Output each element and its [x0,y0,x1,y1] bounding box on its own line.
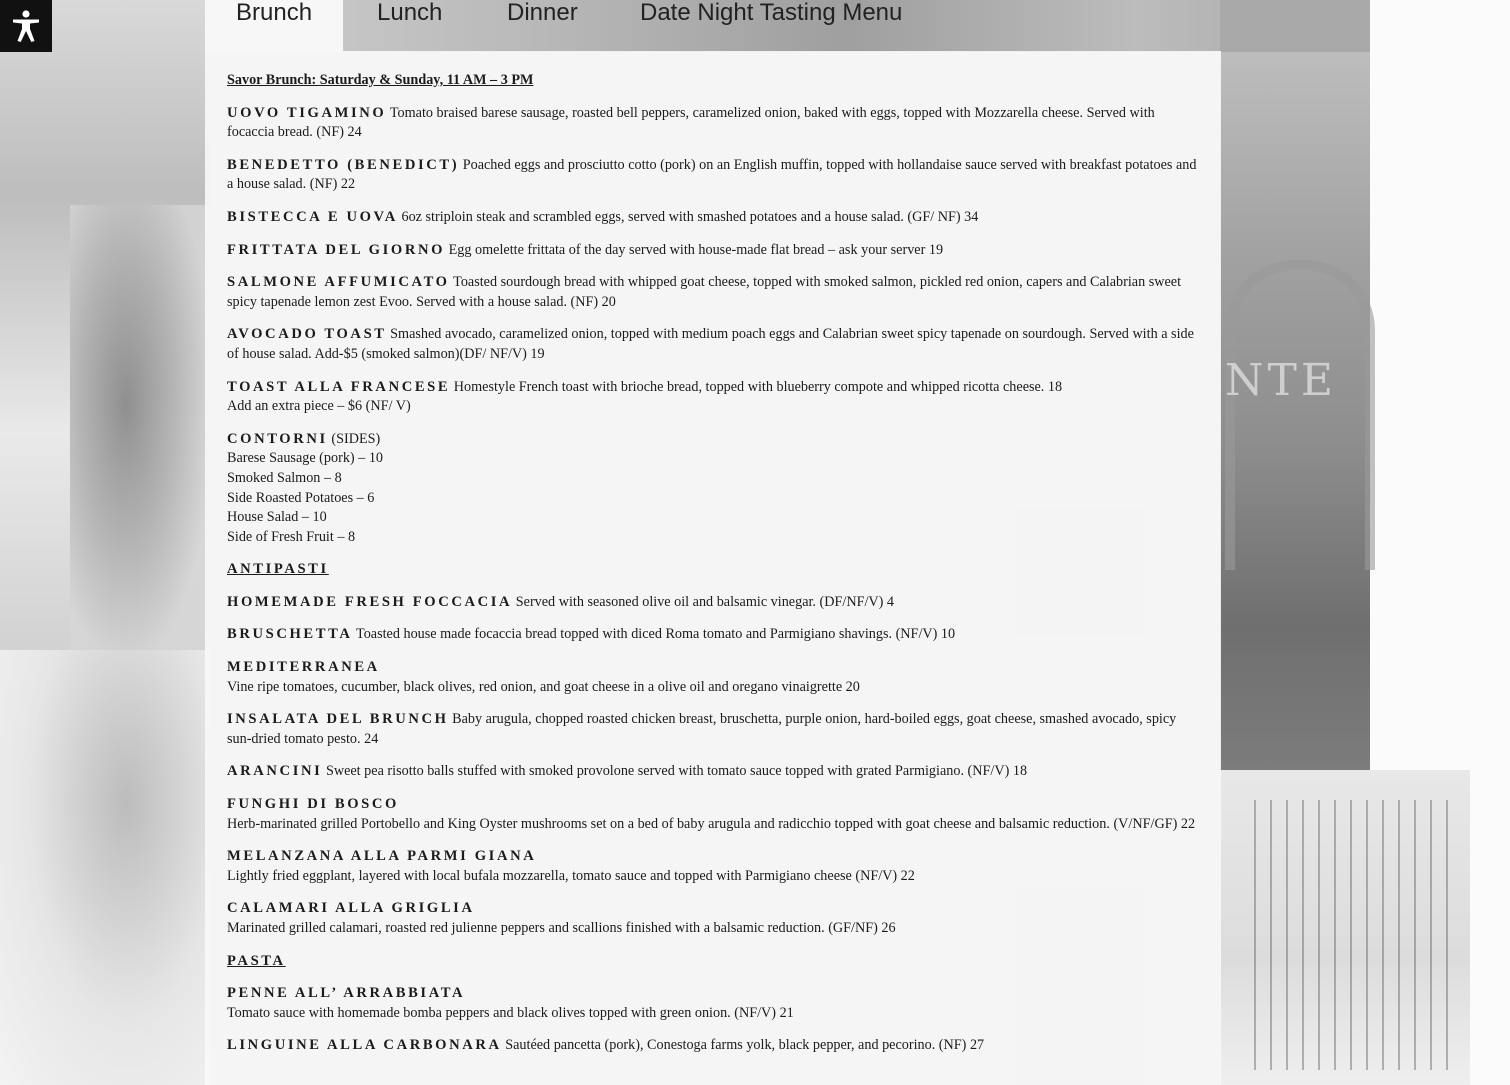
dish-name: AVOCADO TOAST [227,326,387,343]
dish-description: Homestyle French toast with brioche bread, topped with blueberry compote and whipped ricotta cheese. 18 [453,378,1063,395]
tab-lunch[interactable]: Lunch [377,0,443,26]
menu-item [227,241,1197,261]
gate-photo [1240,800,1460,1070]
dish-name: TOAST ALLA FRANCESE [227,378,451,395]
side-item: House Salad – 10 [227,509,327,526]
menu-item [227,378,1197,417]
side-item: Side of Fresh Fruit – 8 [227,528,356,545]
menu-item [227,325,1197,364]
dish-description: Herb-marinated grilled Portobello and King Oyster mushrooms set on a bed of baby arugula and radicchio topped with goat cheese and balsamic reduction. (V/NF/GF) 22 [227,815,1196,832]
menu-item [227,795,1197,834]
dish-description: Sautéed pancetta (pork), Conestoga farms yolk, black pepper, and pecorino. (NF) 27 [505,1037,985,1054]
menu-item [227,762,1197,782]
dish-description: Sweet pea risotto balls stuffed with smoked provolone served with tomato sauce topped with grated Parmigiano. (NF/V) 18 [325,763,1028,780]
tab-date-night-tasting-menu[interactable]: Date Night Tasting Menu [640,0,903,26]
menu-item [227,156,1197,195]
dish-description: Vine ripe tomatoes, cucumber, black olives, red onion, and goat cheese in a olive oil and oregano vinaigrette 20 [227,678,860,695]
menu-item [227,899,1197,938]
dish-name: SALMONE AFFUMICATO [227,274,450,291]
accessibility-person-icon [9,9,43,43]
dish-name: MEDITERRANEA [227,659,380,676]
dish-name: FUNGHI DI BOSCO [227,796,399,813]
section-title: CONTORNI [227,430,328,447]
brunch-hours-text: Savor Brunch: Saturday & Sunday, 11 AM – 3 PM [227,72,534,88]
menu-item [227,658,1197,697]
menu-item [227,104,1197,143]
dish-description: Toasted sourdough bread with whipped goat cheese, topped with smoked salmon, pickled red onion, capers and Calabrian sweet spicy tapenade lemon zest Evoo. Served with a house salad. (NF) 20 [227,274,1182,310]
dish-description: Baby arugula, chopped roasted chicken breast, bruschetta, purple onion, hard-boiled eggs, goat cheese, smashed avocado, spicy sun-dried tomato pesto. 24 [227,711,1177,747]
menu-item [227,1036,1197,1056]
archway-photo [1225,260,1375,570]
dish-name: UOVO TIGAMINO [227,104,387,121]
menu-item [227,984,1197,1023]
accessibility-button[interactable] [0,0,52,52]
dish-name: ARANCINI [227,763,323,780]
dish-description: 6oz striploin steak and scrambled eggs, served with smashed potatoes and a house salad. (GF/ NF) 34 [401,208,979,225]
menu-item [227,208,1197,228]
pasta-title: PASTA [227,952,286,969]
dish-name: PENNE ALL’ ARRABBIATA [227,985,466,1002]
menu-item [227,710,1197,749]
menu-item [227,847,1197,886]
dish-extra: Add an extra piece – $6 (NF/ V) [227,398,411,415]
menu-item [227,593,1197,613]
dish-description: Tomato braised barese sausage, roasted bell peppers, caramelized onion, baked with eggs, topped with Mozzarella cheese. Served with focaccia bread. (NF) 24 [227,104,1155,141]
menu-item [227,625,1197,645]
dish-description: Smashed avocado, caramelized onion, topped with medium poach eggs and Calabrian sweet spicy tapenade on sourdough. Served with a side of house salad. Add-$5 (smoked salmon)(DF/ NF/V) 19 [227,326,1194,362]
background-sign-text: NTE [1225,355,1337,406]
contorni-section [227,430,1197,548]
dish-name: CALAMARI ALLA GRIGLIA [227,900,475,917]
section-heading [227,952,1197,972]
dish-name: BENEDETTO (BENEDICT) [227,156,460,173]
dish-description: Marinated grilled calamari, roasted red julienne peppers and scallions finished with a balsamic reduction. (GF/NF) 26 [227,920,896,936]
section-subtitle: (SIDES) [331,430,381,447]
dish-description: Toasted house made focaccia bread topped with diced Roma tomato and Parmigiano shavings. (NF/V) 10 [356,626,956,643]
dish-name: INSALATA DEL BRUNCH [227,711,449,728]
menu-item [227,273,1197,312]
brunch-hours [227,71,1197,91]
antipasti-title: ANTIPASTI [227,561,329,578]
section-heading [227,560,1197,580]
dish-description: Tomato sauce with homemade bomba peppers and black olives topped with green onion. (NF/V) 21 [227,1004,794,1021]
dish-name: MELANZANA ALLA PARMI GIANA [227,848,537,865]
side-item: Side Roasted Potatoes – 6 [227,489,375,506]
dish-name: FRITTATA DEL GIORNO [227,241,446,258]
tab-dinner[interactable]: Dinner [507,0,578,26]
menu-panel [205,51,1221,1085]
dish-description: Egg omelette frittata of the day served with house-made flat bread – ask your server 19 [448,241,944,258]
menu-tabs [205,0,1220,52]
menu-content [227,71,1197,1069]
dish-description: Poached eggs and prosciutto cotto (pork) on an English muffin, topped with hollandaise sauce served with breakfast potatoes and a house salad. (NF) 22 [227,156,1197,193]
dish-name: LINGUINE ALLA CARBONARA [227,1037,502,1054]
dish-name: BISTECCA E UOVA [227,208,398,225]
side-item: Smoked Salmon – 8 [227,469,342,486]
dish-description: Lightly fried eggplant, layered with local bufala mozzarella, tomato sauce and topped with Parmigiano cheese (NF/V) 22 [227,867,915,884]
tab-brunch[interactable]: Brunch [205,0,343,52]
dish-name: HOMEMADE FRESH FOCCACIA [227,593,513,610]
dish-description: Served with seasoned olive oil and balsamic vinegar. (DF/NF/V) 4 [515,593,895,610]
dish-name: BRUSCHETTA [227,626,353,643]
side-item: Barese Sausage (pork) – 10 [227,450,384,467]
